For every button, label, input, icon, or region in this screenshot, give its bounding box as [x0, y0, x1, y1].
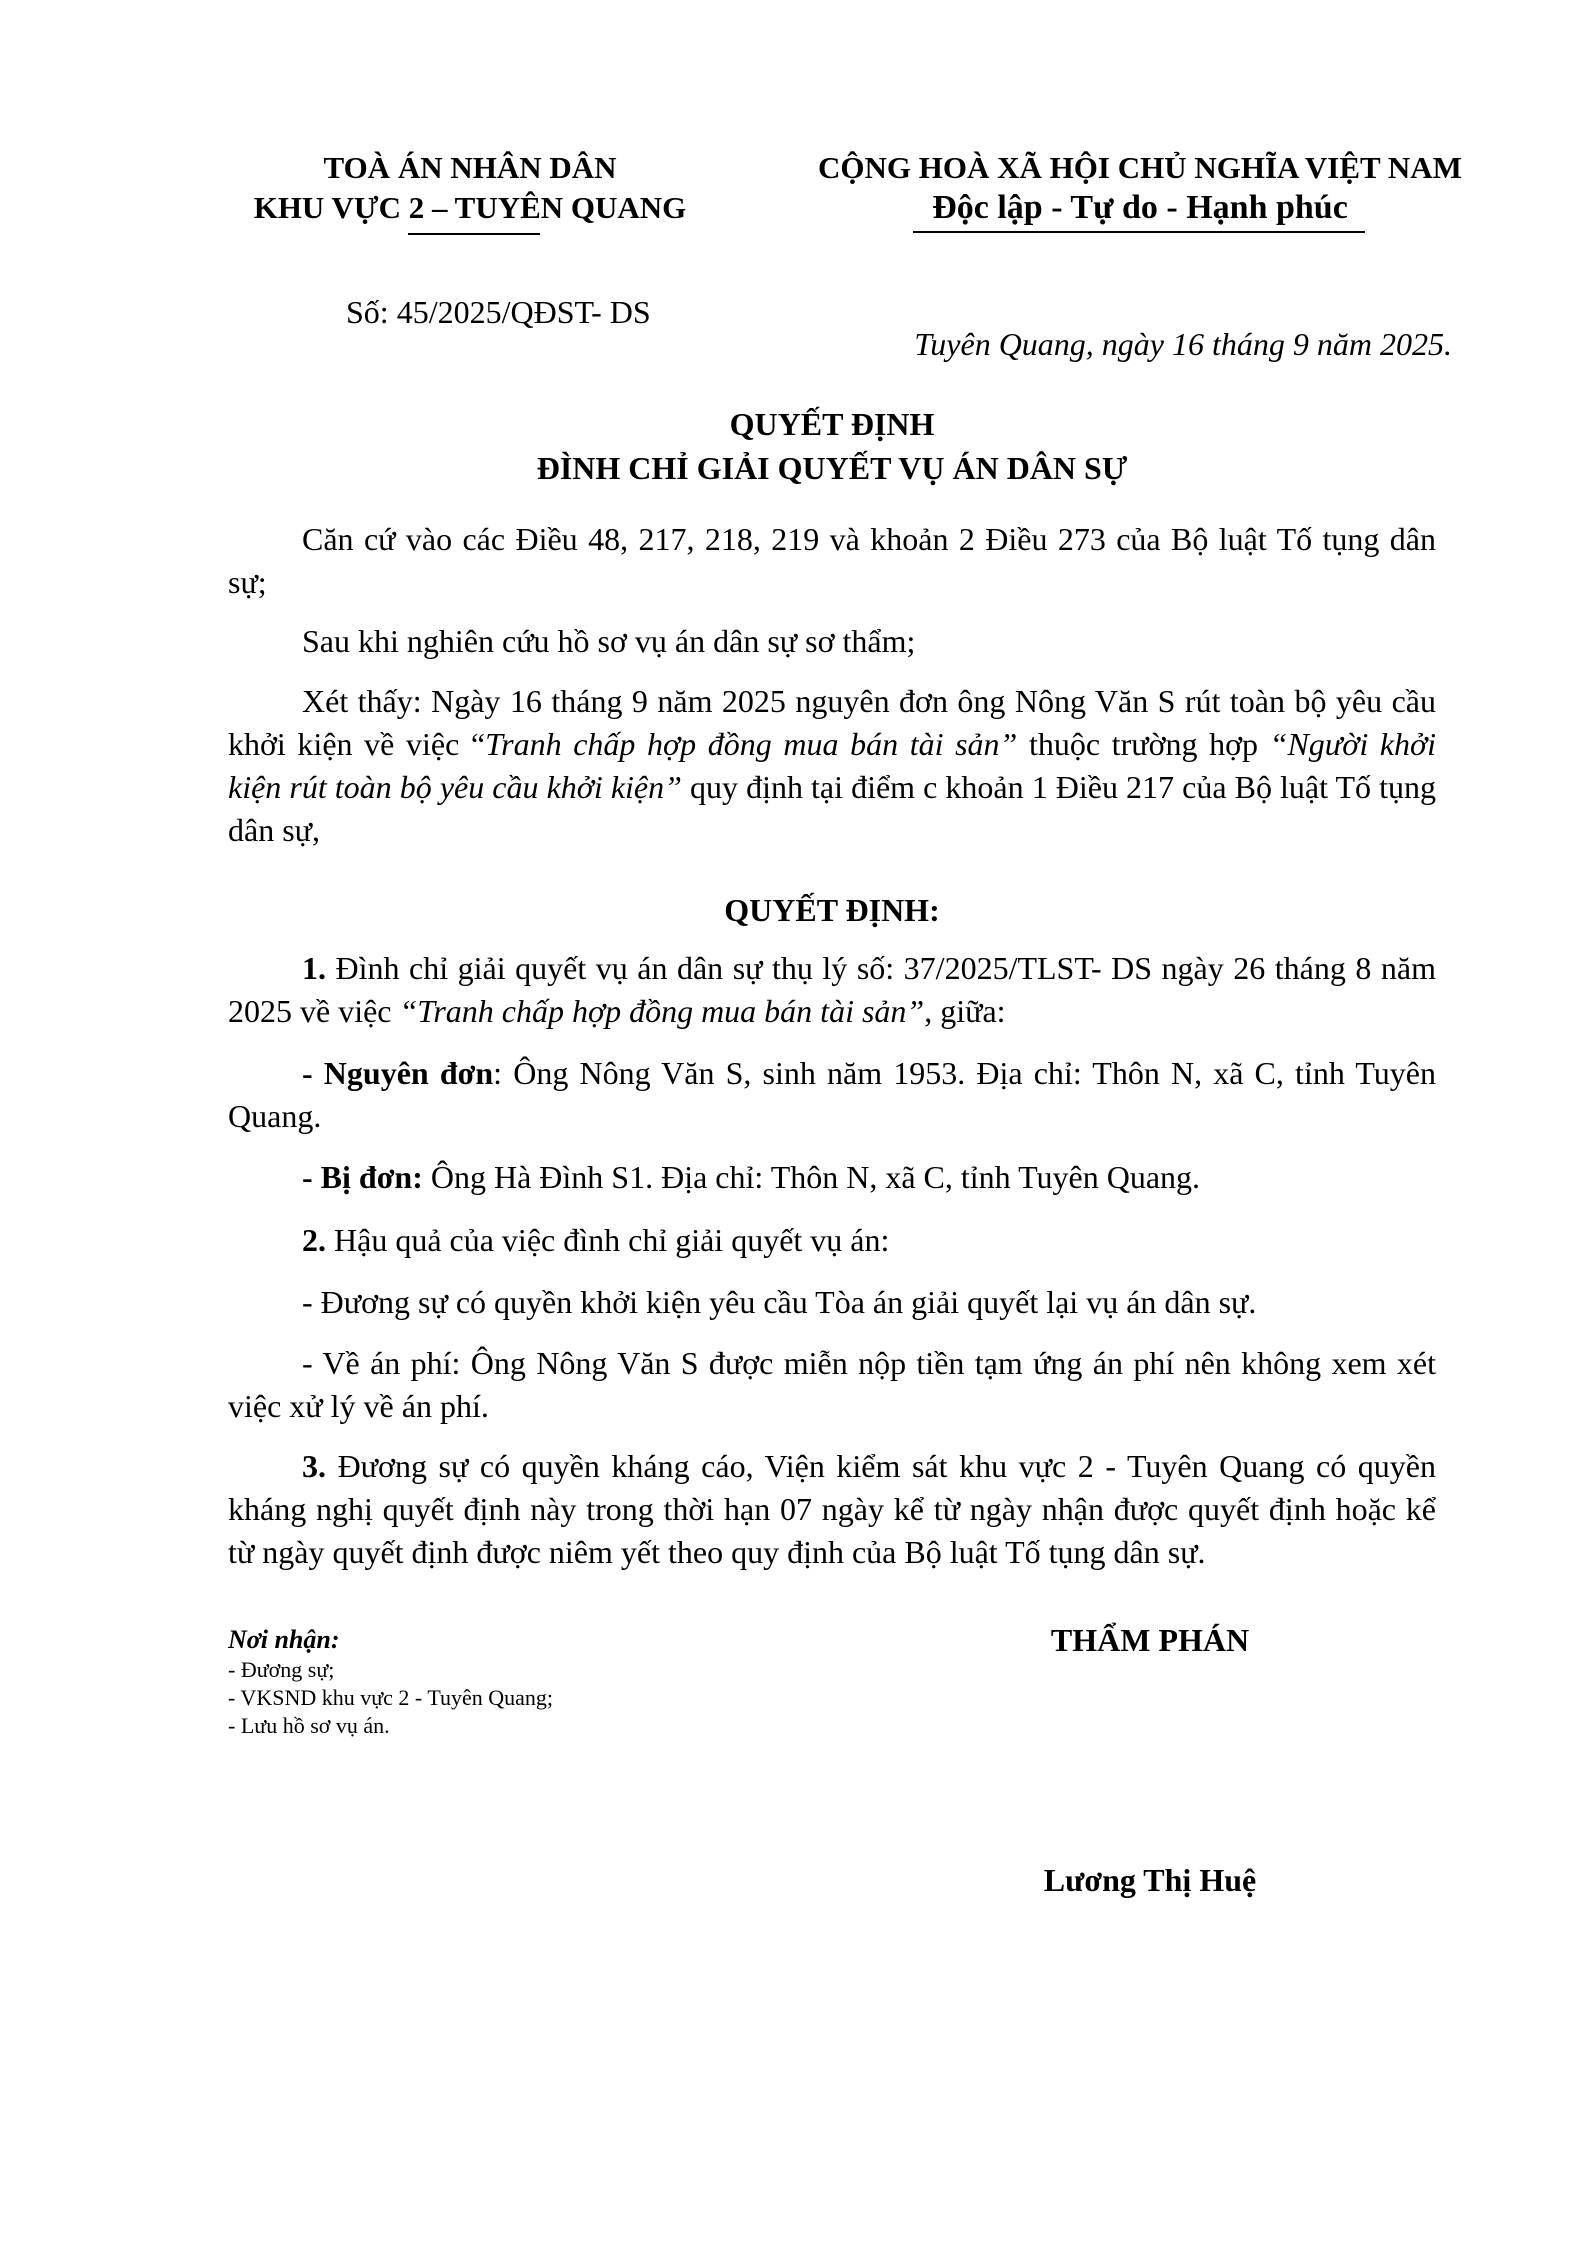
decision-item-3	[228, 1445, 1436, 1574]
findings-part: quy định tại điểm c khoản 1 Điều 217 của Bộ luật Tố tụng dân sự,	[228, 769, 1437, 848]
item-text: Đương sự có quyền kháng cáo, Viện kiểm sát khu vực 2 - Tuyên Quang có quyền kháng nghị quyết định này trong thời hạn 07 ngày kể từ ngày nhận được quyết định hoặc kể từ ngày quyết định được niêm yết theo quy định của Bộ luật Tố tụng dân sự.	[228, 1448, 1436, 1570]
item-number: 3.	[302, 1448, 326, 1484]
item-text: , giữa:	[924, 993, 1006, 1029]
decision-item-2	[228, 1219, 1436, 1262]
consequence-1	[228, 1281, 1436, 1324]
place-date: Tuyên Quang, ngày 16 tháng 9 năm 2025.	[914, 326, 1452, 362]
recipients-label: Nơi nhận:	[228, 1625, 340, 1654]
item-number: 2.	[302, 1222, 326, 1258]
national-header-block	[790, 148, 1490, 228]
national-title: CỘNG HOÀ XÃ HỘI CHỦ NGHĨA VIỆT NAM	[818, 150, 1462, 185]
preamble-review	[228, 620, 1436, 663]
findings-part: thuộc trường hợp	[1017, 726, 1270, 762]
plaintiff-label: - Nguyên đơn	[302, 1055, 494, 1091]
document-subtitle: ĐÌNH CHỈ GIẢI QUYẾT VỤ ÁN DÂN SỰ	[536, 450, 1128, 486]
document-number: Số: 45/2025/QĐST- DS	[346, 294, 651, 330]
national-motto: Độc lập - Tự do - Hạnh phúc	[932, 189, 1348, 226]
findings-part: Xét thấy: Ngày 16 tháng 9 năm 2025 nguyên đơn ông Nông Văn S rút toàn bộ yêu cầu khởi kiện về việc “	[228, 683, 1436, 762]
preamble-findings	[228, 680, 1436, 852]
defendant-info	[228, 1156, 1436, 1199]
court-region: KHU VỰC 2 – TUYÊN QUANG	[253, 190, 687, 225]
consequence-2-text: - Về án phí: Ông Nông Văn S được miễn nộp tiền tạm ứng án phí nên không xem xét việc xử lý về án phí.	[228, 1345, 1436, 1424]
preamble-basis-text: Căn cứ vào các Điều 48, 217, 218, 219 và khoản 2 Điều 273 của Bộ luật Tố tụng dân sự;	[228, 521, 1436, 600]
defendant-text	[228, 1156, 1436, 1199]
consequence-1-text: - Đương sự có quyền khởi kiện yêu cầu Tòa án giải quyết lại vụ án dân sự.	[302, 1284, 1257, 1320]
decision-item-1-text	[228, 947, 1436, 1033]
motto-underline	[913, 231, 1365, 233]
signer-title: THẨM PHÁN	[1050, 1622, 1250, 1658]
decision-item-3-text	[228, 1445, 1436, 1574]
findings-case-type: Tranh chấp hợp đồng mua bán tài sản”	[485, 726, 1018, 762]
court-underline	[408, 233, 540, 235]
recipient-item: - VKSND khu vực 2 - Tuyên Quang;	[228, 1685, 554, 1710]
preamble-basis	[228, 518, 1436, 604]
defendant-details: Ông Hà Đình S1. Địa chỉ: Thôn N, xã C, tỉnh Tuyên Quang.	[422, 1159, 1201, 1195]
court-name: TOÀ ÁN NHÂN DÂN	[323, 150, 617, 185]
plaintiff-text	[228, 1052, 1436, 1138]
plaintiff-details: : Ông Nông Văn S, sinh năm 1953. Địa chỉ: Thôn N, xã C, tỉnh Tuyên Quang.	[228, 1055, 1437, 1134]
item-number: 1.	[302, 950, 326, 986]
findings-clause: “Người khởi kiện rút toàn bộ yêu cầu khởi kiện”	[228, 726, 1437, 805]
decision-item-1	[228, 947, 1436, 1033]
plaintiff-info	[228, 1052, 1436, 1138]
signer-name: Lương Thị Huệ	[1043, 1862, 1257, 1898]
court-name-block	[245, 148, 695, 228]
recipient-item: - Đương sự;	[228, 1657, 335, 1682]
recipient-item: - Lưu hồ sơ vụ án.	[228, 1713, 390, 1738]
defendant-label: - Bị đơn:	[302, 1159, 423, 1195]
decision-item-2-text	[228, 1219, 1436, 1262]
item-text: Hậu quả của việc đình chỉ giải quyết vụ án:	[326, 1222, 890, 1258]
document-title: QUYẾT ĐỊNH	[729, 406, 935, 442]
preamble-findings-text	[228, 680, 1436, 852]
decision-heading: QUYẾT ĐỊNH:	[724, 892, 940, 928]
preamble-review-text: Sau khi nghiên cứu hồ sơ vụ án dân sự sơ thẩm;	[302, 623, 916, 659]
consequence-2	[228, 1342, 1436, 1428]
item-case-type: “Tranh chấp hợp đồng mua bán tài sản”	[399, 993, 925, 1029]
item-text: Đình chỉ giải quyết vụ án dân sự thụ lý số: 37/2025/TLST- DS ngày 26 tháng 8 năm 2025 về việc	[228, 950, 1436, 1029]
recipients-block	[228, 1624, 553, 1740]
